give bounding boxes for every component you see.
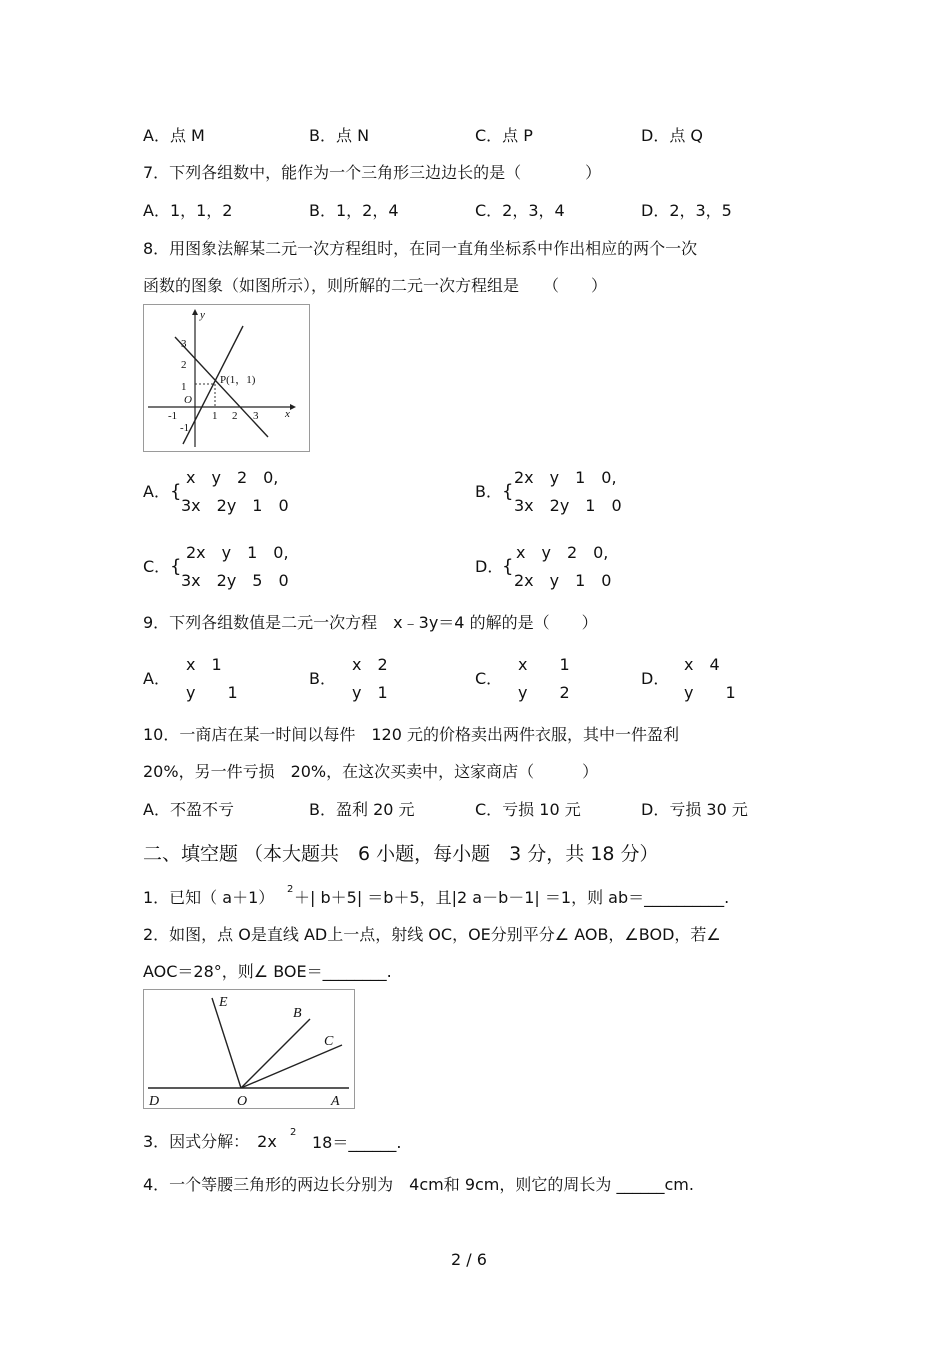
x-tick-3: 3 bbox=[253, 410, 259, 422]
q7-stem: 7．下列各组数中，能作为一个三角形三边边长的是（ ） bbox=[143, 163, 602, 182]
ray-ob bbox=[241, 1019, 310, 1088]
fill-3-part1: 3．因式分解： 2x bbox=[143, 1132, 277, 1151]
ray-oc bbox=[241, 1045, 342, 1088]
q6-option-b: B．点 N bbox=[309, 126, 370, 145]
q10-option-d: D．亏损 30 元 bbox=[641, 800, 748, 819]
q8-option-b-row2: 3x 2y 1 0 bbox=[514, 496, 622, 515]
label-b: B bbox=[293, 1006, 302, 1021]
fill-3-part2: 18＝______. bbox=[296, 1133, 402, 1152]
q8-option-b-row1: 2x y 1 0, bbox=[514, 468, 617, 487]
q10-option-b: B．盈利 20 元 bbox=[309, 800, 415, 819]
y-axis-arrow bbox=[192, 309, 198, 315]
q8-option-c-row2: 3x 2y 5 0 bbox=[181, 571, 289, 590]
q9-option-b-row1: x 2 bbox=[352, 655, 388, 674]
q8-option-c-row1: 2x y 1 0, bbox=[186, 543, 289, 562]
q10-stem-line1: 10．一商店在某一时间以每件 120 元的价格卖出两件衣服，其中一件盈利 bbox=[143, 725, 679, 744]
x-axis-label: x bbox=[285, 408, 290, 420]
q8-option-d-row1: x y 2 0, bbox=[516, 543, 609, 562]
x-tick-1: 1 bbox=[212, 410, 218, 422]
angle-figure bbox=[143, 989, 355, 1109]
q9-option-a-row1: x 1 bbox=[186, 655, 222, 674]
q9-option-d-row1: x 4 bbox=[684, 655, 720, 674]
q7-option-c: C．2，3，4 bbox=[475, 201, 565, 220]
q9-option-b-row2: y 1 bbox=[352, 683, 388, 702]
q10-option-a: A．不盈不亏 bbox=[143, 800, 234, 819]
q8-option-b-label: B． bbox=[475, 482, 502, 501]
q9-option-a-label: A． bbox=[143, 669, 170, 688]
q9-stem: 9．下列各组数值是二元一次方程 x﹣3y＝4 的解的是（ ） bbox=[143, 613, 598, 632]
q7-option-d: D．2，3，5 bbox=[641, 201, 732, 220]
q8-option-a-row2: 3x 2y 1 0 bbox=[181, 496, 289, 515]
q8-option-d-brace: { bbox=[502, 556, 514, 577]
q8-option-b-brace: { bbox=[502, 481, 514, 502]
y-tick-3: 3 bbox=[181, 338, 187, 350]
q8-option-a-brace: { bbox=[170, 481, 182, 502]
q6-option-a: A．点 M bbox=[143, 126, 205, 145]
q8-stem-line2: 函数的图象（如图所示），则所解的二元一次方程组是 （ ） bbox=[143, 276, 608, 295]
fill-2-line2: AOC＝28°，则∠ BOE＝________. bbox=[143, 962, 392, 981]
label-e: E bbox=[219, 995, 228, 1010]
x-tick-neg1: -1 bbox=[168, 410, 178, 422]
q9-option-a-row2: y 1 bbox=[186, 683, 238, 702]
label-a: A bbox=[331, 1094, 340, 1108]
section-2-heading: 二、填空题 （本大题共 6 小题，每小题 3 分，共 18 分） bbox=[143, 843, 659, 865]
q9-option-d-row2: y 1 bbox=[684, 683, 736, 702]
y-axis-label: y bbox=[200, 309, 205, 321]
label-c: C bbox=[324, 1034, 334, 1049]
x-axis-arrow bbox=[290, 404, 296, 410]
q6-option-d: D．点 Q bbox=[641, 126, 704, 145]
q8-option-c-label: C． bbox=[143, 557, 171, 576]
q8-coordinate-figure bbox=[143, 304, 310, 452]
q9-option-c-row2: y 2 bbox=[518, 683, 570, 702]
q8-option-a-row1: x y 2 0, bbox=[186, 468, 279, 487]
label-o: O bbox=[237, 1094, 248, 1108]
y-tick-1: 1 bbox=[181, 381, 187, 393]
y-tick-2: 2 bbox=[181, 359, 187, 371]
fill-3-exponent: 2 bbox=[290, 1127, 297, 1138]
origin-label: O bbox=[184, 394, 192, 406]
page-number: 2 / 6 bbox=[451, 1250, 487, 1269]
q9-option-c-label: C． bbox=[475, 669, 503, 688]
fill-1-part1: 1．已知（ a＋1） bbox=[143, 888, 275, 907]
q9-option-d-label: D． bbox=[641, 669, 670, 688]
q8-option-a-label: A． bbox=[143, 482, 170, 501]
q6-option-c: C．点 P bbox=[475, 126, 533, 145]
fill-1-part2: ＋| b＋5| ＝b＋5，且|2 a－b－1| ＝1，则 ab＝__________. bbox=[294, 888, 730, 907]
q7-option-b: B．1，2，4 bbox=[309, 201, 399, 220]
fill-2-line1: 2．如图，点 O是直线 AD上一点，射线 OC，OE分别平分∠ AOB，∠BOD，若∠ bbox=[143, 925, 721, 944]
q8-option-d-row2: 2x y 1 0 bbox=[514, 571, 612, 590]
fill-1-exponent: 2 bbox=[287, 884, 294, 895]
q7-option-a: A．1，1，2 bbox=[143, 201, 233, 220]
q8-stem-line1: 8．用图象法解某二元一次方程组时，在同一直角坐标系中作出相应的两个一次 bbox=[143, 239, 698, 258]
q10-option-c: C．亏损 10 元 bbox=[475, 800, 581, 819]
label-d: D bbox=[149, 1094, 160, 1108]
ray-oe bbox=[212, 998, 241, 1088]
q8-option-c-brace: { bbox=[170, 556, 182, 577]
y-tick-neg1: -1 bbox=[180, 422, 190, 434]
fill-4-question: 4．一个等腰三角形的两边长分别为 4cm和 9cm，则它的周长为 ______cm. bbox=[143, 1175, 694, 1194]
q9-option-c-row1: x 1 bbox=[518, 655, 570, 674]
q10-stem-line2: 20%，另一件亏损 20%，在这次买卖中，这家商店（ ） bbox=[143, 762, 599, 781]
point-p-label: P(1，1) bbox=[220, 374, 256, 386]
q9-option-b-label: B． bbox=[309, 669, 336, 688]
x-tick-2: 2 bbox=[232, 410, 238, 422]
q8-option-d-label: D． bbox=[475, 557, 504, 576]
